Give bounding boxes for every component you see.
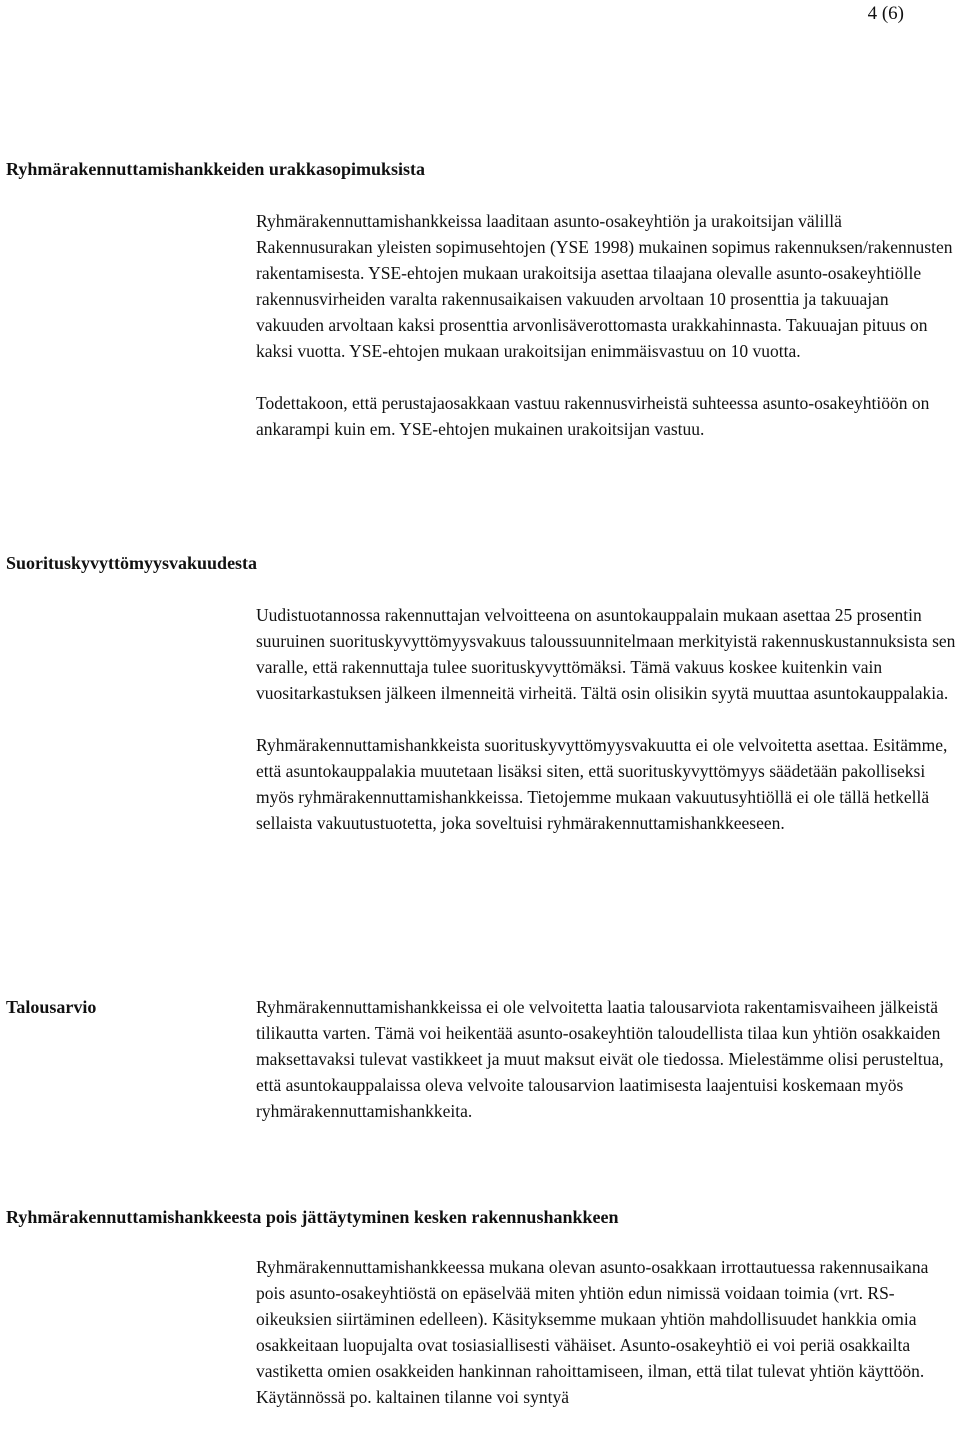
page-number: 4 (6) [867, 3, 904, 24]
section-body-talousarvio [256, 994, 960, 1124]
paragraph: Ryhmärakennuttamishankkeessa mukana olevan asunto-osakkaan irrottautuessa rakennusaikana pois asunto-osakeyhtiöstä on epäselvää miten yhtiön edun nimissä voidaan toimia (vrt. RS-oikeuksien siirtäminen edelleen). Käsityksemme mukaan yhtiön mahdollisuudet hankkia omia osakkeitaan luopujalta ovat tosiasiallisesti vähäiset. Asunto-osakeyhtiö ei voi periä osakkailta vastiketta omien osakkeiden hankinnan rahoittamiseen, ilman, että tilat tulevat yhtiön käyttöön. Käytännössä po. kaltainen tilanne voi syntyä [256, 1257, 929, 1407]
paragraph: Ryhmärakennuttamishankkeista suorituskyvyttömyysvakuutta ei ole velvoitetta asettaa. Esitämme, että asuntokauppalakia muutetaan lisäksi siten, että suorituskyvyttömyys säädetään pakolliseksi myös ryhmärakennuttamishankkeissa. Tietojemme mukaan vakuutusyhtiöllä ei ole tällä hetkellä sellaista vakuutustuotetta, joka soveltuisi ryhmärakennuttamishankkeeseen. [256, 735, 948, 833]
paragraph: Ryhmärakennuttamishankkeissa ei ole velvoitetta laatia talousarviota rakentamisvaiheen jälkeistä tilikautta varten. Tämä voi heikentää asunto-osakeyhtiön taloudellista tilaa kun yhtiön osakkaiden maksettavaksi tulevat vastikkeet ja muut maksut eivät ole tiedossa. Mielestämme olisi perusteltua, että asuntokauppalaissa oleva velvoite talousarvion laatimisesta laajentuisi koskemaan myös ryhmärakennuttamishankkeita. [256, 997, 944, 1121]
section-body-suorituskyvyttomyysvakuus [256, 602, 960, 836]
section-heading-pois-jattaytyminen: Ryhmärakennuttamishankkeesta pois jättäytyminen kesken rakennushankkeen [6, 1207, 619, 1227]
section-heading-urakkasopimukset: Ryhmärakennuttamishankkeiden urakkasopimuksista [6, 159, 425, 179]
paragraph: Uudistuotannossa rakennuttajan velvoitteena on asuntokauppalain mukaan asettaa 25 prosentin suuruinen suorituskyvyttömyysvakuus taloussuunnitelmaan merkityistä rakennuskustannuksista sen varalle, että rakennuttaja tulee suorituskyvyttömäksi. Tämä vakuus koskee kuitenkin vain vuositarkastuksen jälkeen ilmenneitä virheitä. Tältä osin olisikin syytä muuttaa asuntokauppalakia. [256, 605, 956, 703]
section-heading-talousarvio: Talousarvio [6, 997, 97, 1017]
section-body-pois-jattaytyminen [256, 1254, 960, 1410]
section-heading-suorituskyvyttomyysvakuus: Suorituskyvyttömyysvakuudesta [6, 553, 258, 573]
paragraph: Todettakoon, että perustajaosakkaan vastuu rakennusvirheistä suhteessa asunto-osakeyhtiöön on ankarampi kuin em. YSE-ehtojen mukainen urakoitsijan vastuu. [256, 393, 930, 439]
paragraph: Ryhmärakennuttamishankkeissa laaditaan asunto-osakeyhtiön ja urakoitsijan välillä Rakennusurakan yleisten sopimusehtojen (YSE 1998) mukainen sopimus rakennuksen/rakennusten rakentamisesta. YSE-ehtojen mukaan urakoitsija asettaa tilaajana olevalle asunto-osakeyhtiölle rakennusvirheiden varalta rakennusaikaisen vakuuden arvoltaan 10 prosenttia ja takuuajan vakuuden arvoltaan kaksi prosenttia arvonlisäverottomasta urakkahinnasta. Takuuajan pituus on kaksi vuotta. YSE-ehtojen mukaan urakoitsijan enimmäisvastuu on 10 vuotta. [256, 211, 953, 361]
section-body-urakkasopimukset [256, 208, 960, 442]
